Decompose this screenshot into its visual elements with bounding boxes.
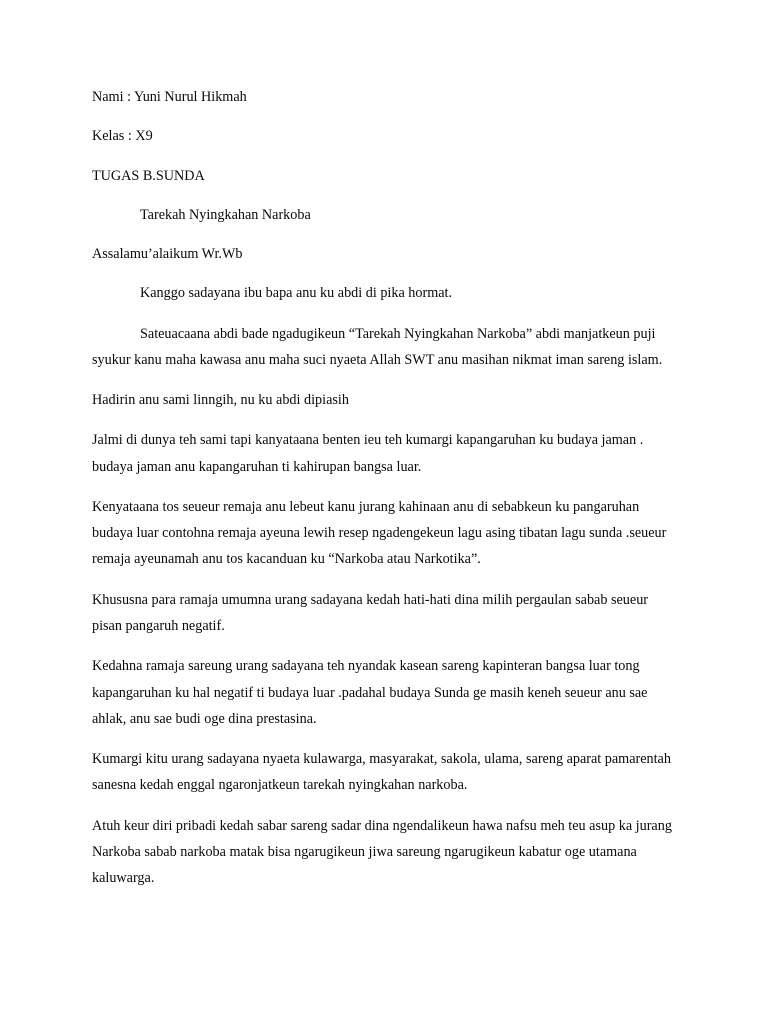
student-name-line: Nami : Yuni Nurul Hikmah xyxy=(92,89,247,105)
paragraph-7: Kedahna ramaja sareung urang sadayana teh nyandak kasean sareng kapinteran bangsa luar tong kapangaruhan ku hal negatif ti budaya luar .padahal budaya Sunda ge masih keneh seueur anu sae ahlak, anu sae budi oge dina prestasina. xyxy=(92,658,648,727)
paragraph-3: Hadirin anu sami linngih, nu ku abdi dipiasih xyxy=(92,392,349,409)
student-class-line: Kelas : X9 xyxy=(92,128,153,145)
paragraph-1: Kanggo sadayana ibu bapa anu ku abdi di pika hormat. xyxy=(140,285,453,302)
paragraph-2: Sateuacaana abdi bade ngadugikeun “Tarekah Nyingkahan Narkoba” abdi manjatkeun puji syukur kanu maha kawasa anu maha suci nyaeta Allah SWT anu masihan nikmat iman sareng islam. xyxy=(92,325,663,368)
paragraph-9: Atuh keur diri pribadi kedah sabar sareng sadar dina ngendalikeun hawa nafsu meh teu asup ka jurang Narkoba sabab narkoba matak bisa ngarugikeun jiwa sareung ngarugikeun kabatur oge utamana kaluwarga. xyxy=(92,817,672,887)
assignment-line: TUGAS B.SUNDA xyxy=(92,167,205,184)
paragraph-8: Kumargi kitu urang sadayana nyaeta kulawarga, masyarakat, sakola, ulama, sareng aparat pamarentah sanesna kedah enggal ngaronjatkeun tarekah nyingkahan narkoba. xyxy=(92,751,671,794)
document-body xyxy=(92,84,676,905)
paragraph-5: Kenyataana tos seueur remaja anu lebeut kanu jurang kahinaan anu di sebabkeun ku pangaruhan budaya luar contohna remaja ayeuna lewih resep ngadengekeun lagu asing tibatan lagu sunda .seueur remaja ayeunamah anu tos kacanduan ku “Narkoba atau Narkotika”. xyxy=(92,498,667,568)
paragraph-6: Khususna para ramaja umumna urang sadayana kedah hati-hati dina milih pergaulan sabab seueur pisan pangaruh negatif. xyxy=(92,591,649,634)
document-title: Tarekah Nyingkahan Narkoba xyxy=(140,206,311,223)
paragraph-4: Jalmi di dunya teh sami tapi kanyataana benten ieu teh kumargi kapangaruhan ku budaya jaman . budaya jaman anu kapangaruhan ti kahirupan bangsa luar. xyxy=(92,432,644,475)
greeting-line: Assalamu’alaikum Wr.Wb xyxy=(92,246,243,263)
